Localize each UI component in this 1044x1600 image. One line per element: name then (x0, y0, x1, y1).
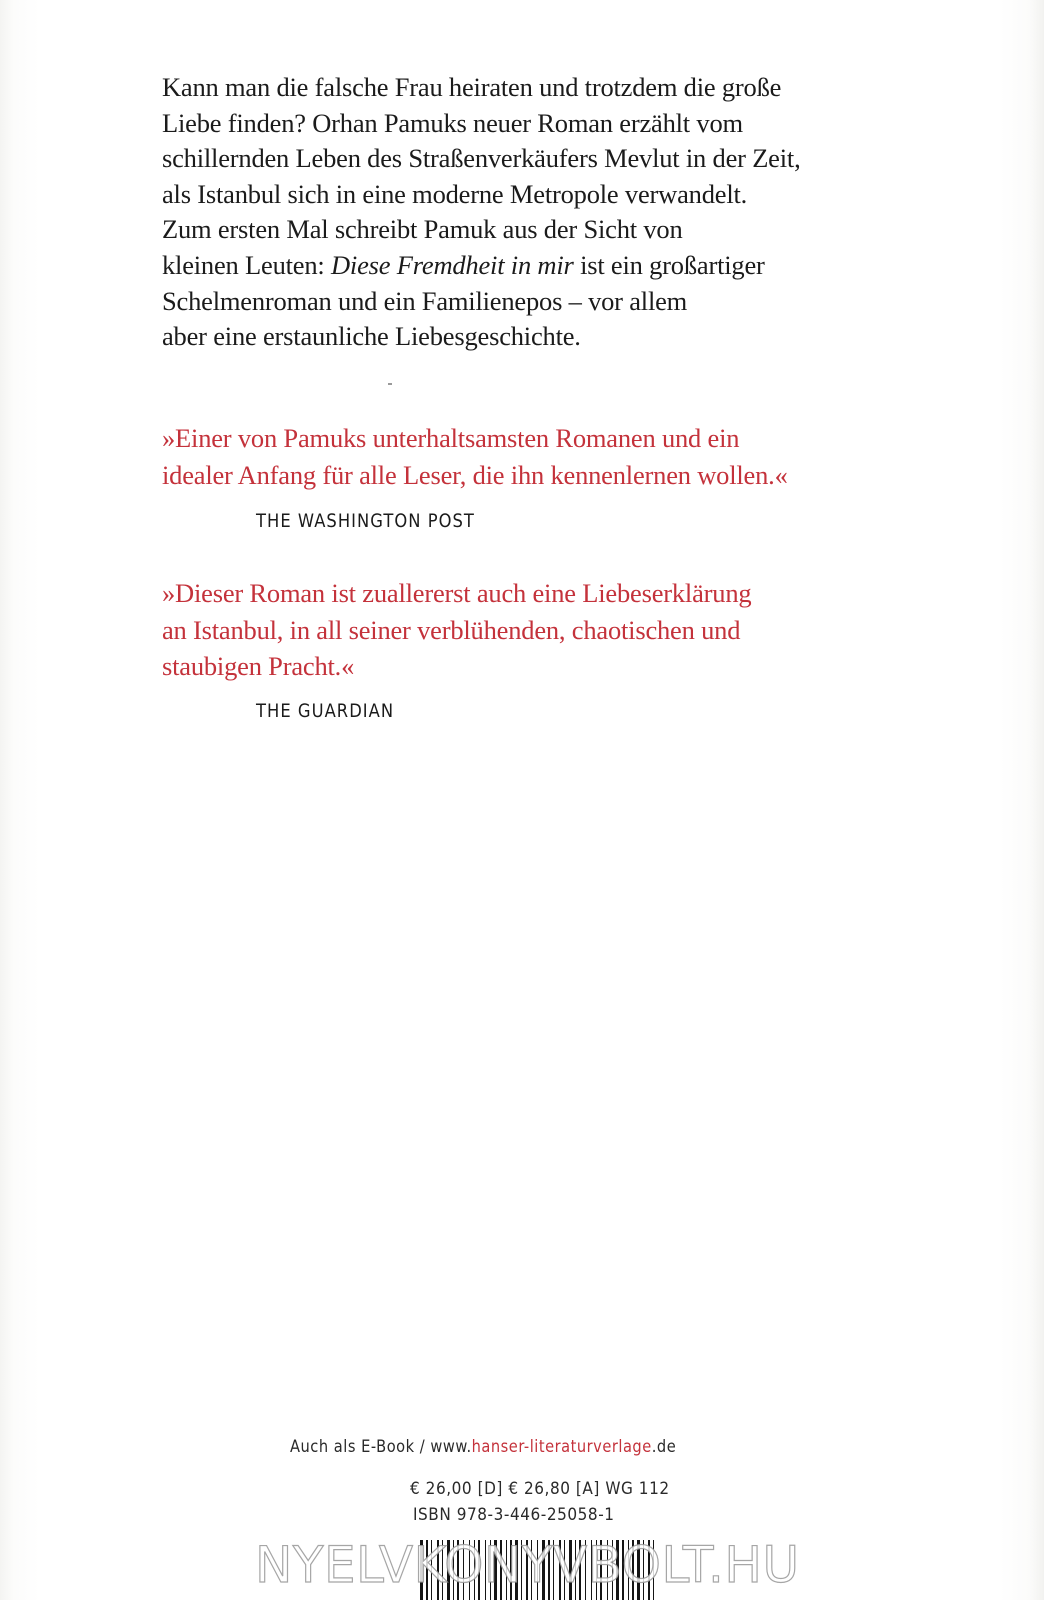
quote-line: staubigen Pracht.« (162, 651, 355, 681)
quote-line: an Istanbul, in all seiner verblühenden, chaotischen und (162, 614, 741, 645)
review-source-2: THE GUARDIAN (256, 700, 395, 722)
blurb-line: schillernden Leben des Straßenverkäufers Mevlut in der Zeit, (162, 143, 801, 174)
watermark-text: NYELVKONYVBOLT.HU (255, 1536, 800, 1594)
blurb-line (162, 248, 962, 284)
price-line: € 26,00 [D] € 26,80 [A] WG 112 (410, 1479, 670, 1499)
blurb-line-prefix: kleinen Leuten: (162, 249, 331, 280)
review-quote-2 (162, 575, 982, 685)
blurb-line: aber eine erstaunliche Liebesgeschichte. (162, 321, 581, 352)
ebook-prefix: Auch als E-Book / www. (290, 1437, 472, 1457)
blurb-line: als Istanbul sich in eine moderne Metropole verwandelt. (162, 178, 748, 209)
blurb-line: Kann man die falsche Frau heiraten und trotzdem die große (162, 72, 782, 102)
isbn-number: ISBN 978-3-446-25058-1 (413, 1505, 615, 1525)
ebook-suffix: .de (651, 1437, 677, 1457)
review-source-1: THE WASHINGTON POST (256, 510, 475, 532)
blurb-line: Schelmenroman und ein Familienepos – vor allem (162, 285, 688, 316)
quote-line: »Einer von Pamuks unterhaltsamsten Romanen und ein (162, 423, 740, 453)
blurb-line: Zum ersten Mal schreibt Pamuk aus der Sicht von (162, 214, 683, 245)
quote-line: »Dieser Roman ist zuallererst auch eine Liebeserklärung (162, 578, 752, 608)
review-quote-1 (162, 420, 982, 493)
quote-line: idealer Anfang für alle Leser, die ihn kennenlernen wollen.« (162, 459, 788, 490)
publisher-domain: hanser-literaturverlage (471, 1437, 652, 1457)
blurb-line-suffix: ist ein großartiger (573, 249, 765, 280)
blurb-line: Liebe finden? Orhan Pamuks neuer Roman erzählt vom (162, 107, 743, 138)
divider-mark (388, 383, 392, 385)
book-title-italic: Diese Fremdheit in mir (331, 249, 574, 280)
ebook-notice (290, 1437, 1044, 1457)
book-blurb (162, 70, 962, 355)
